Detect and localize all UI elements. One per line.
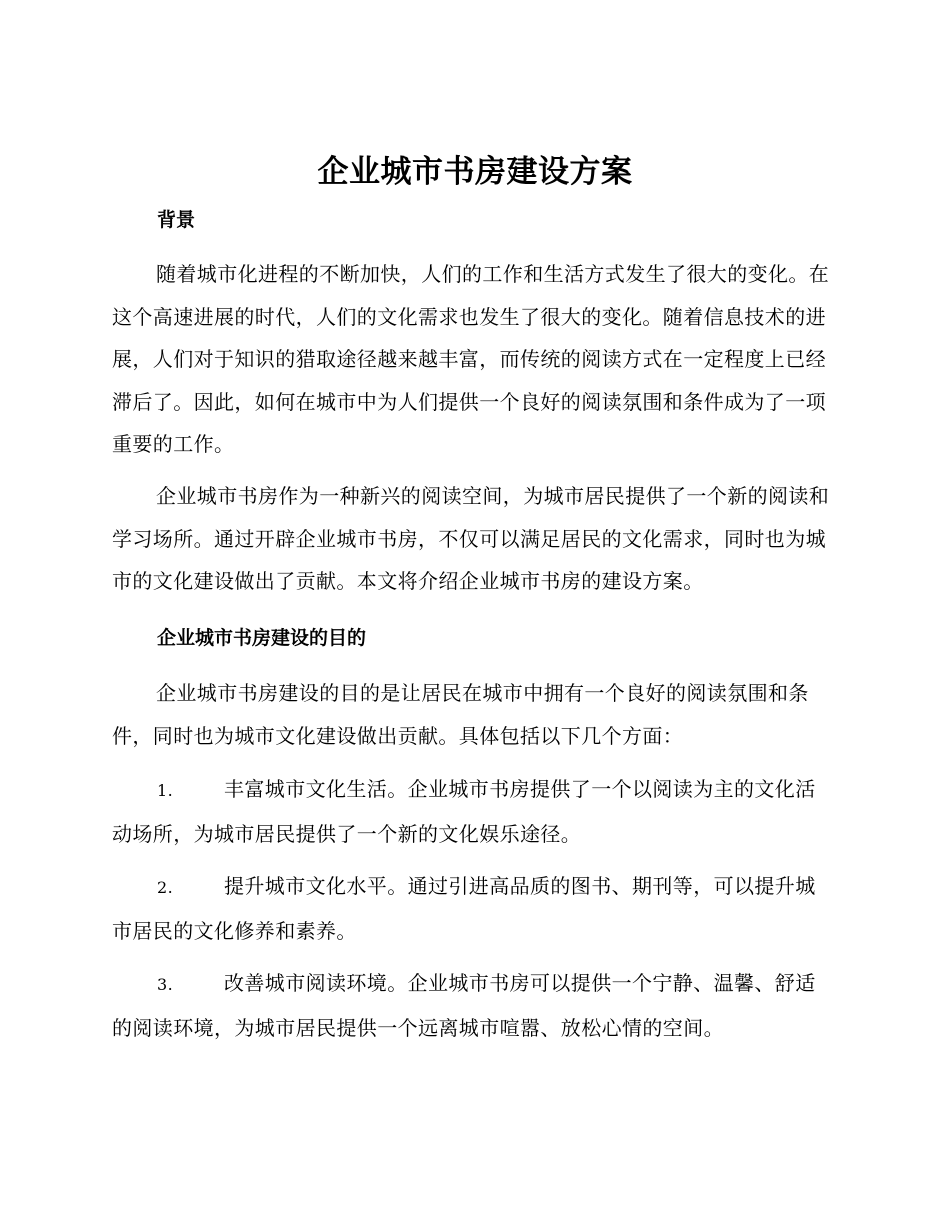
- list-number: 2.: [157, 878, 174, 897]
- paragraph-background-2: 企业城市书房作为一种新兴的阅读空间，为城市居民提供了一个新的阅读和学习场所。通过开辟企业城市书房，不仅可以满足居民的文化需求，同时也为城市的文化建设做出了贡献。本文将介绍企业城市书房的建设方案。: [112, 484, 830, 593]
- list-number: 1.: [157, 781, 174, 800]
- document-title: 企业城市书房建设方案: [317, 154, 633, 190]
- list-text: 改善城市阅读环境。企业城市书房可以提供一个宁静、温馨、舒适的阅读环境，为城市居民提供一个远离城市喧嚣、放松心情的空间。: [112, 971, 816, 1040]
- list-item: [112, 768, 832, 855]
- section-heading-background: 背景: [157, 209, 196, 231]
- list-text: 提升城市文化水平。通过引进高品质的图书、期刊等，可以提升城市居民的文化修养和素养。: [112, 874, 816, 943]
- list-number: 3.: [157, 975, 174, 994]
- list-text: 丰富城市文化生活。企业城市书房提供了一个以阅读为主的文化活动场所，为城市居民提供了一个新的文化娱乐途径。: [112, 777, 816, 846]
- paragraph-purpose-intro: 企业城市书房建设的目的是让居民在城市中拥有一个良好的阅读氛围和条件，同时也为城市文化建设做出贡献。具体包括以下几个方面：: [112, 681, 809, 748]
- list-item: [112, 865, 832, 952]
- paragraph-background-1: 随着城市化进程的不断加快，人们的工作和生活方式发生了很大的变化。在这个高速进展的时代，人们的文化需求也发生了很大的变化。随着信息技术的进展，人们对于知识的猎取途径越来越丰富，而传统的阅读方式在一定程度上已经滞后了。因此，如何在城市中为人们提供一个良好的阅读氛围和条件成为了一项重要的工作。: [112, 262, 830, 456]
- list-item: [112, 962, 832, 1049]
- section-heading-purpose: 企业城市书房建设的目的: [157, 627, 367, 649]
